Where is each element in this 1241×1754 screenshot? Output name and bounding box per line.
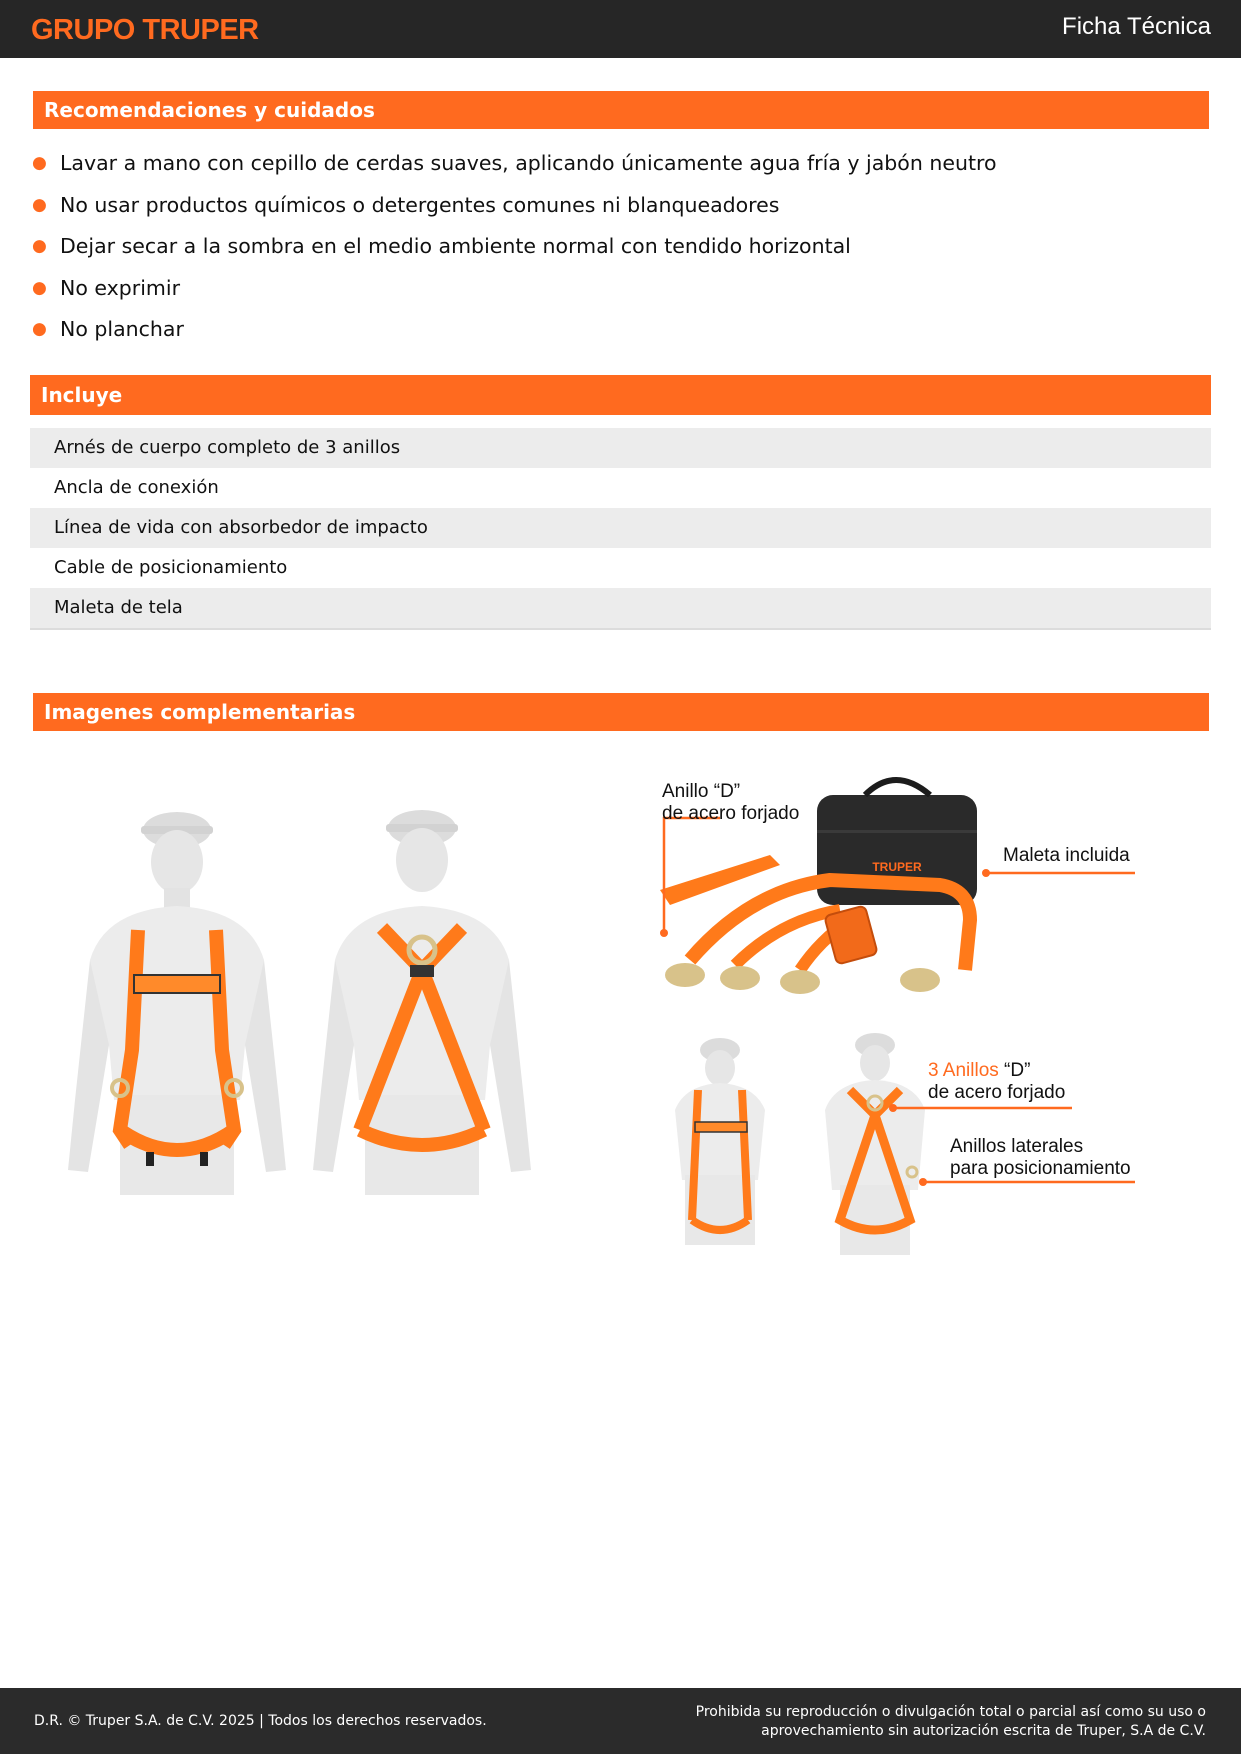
grupo-truper-logo: GRUPO TRUPER (31, 14, 259, 46)
recomendacion-item: ● No usar productos químicos o detergentes comunes ni blanqueadores (32, 185, 1212, 227)
recomendacion-item: ● No exprimir (32, 268, 1212, 310)
incluye-divider (30, 628, 1211, 630)
legal-notice: Prohibida su reproducción o divulgación total o parcial así como su uso o aprovechamiento sin autorización escrita de Truper, S.A de C.V. (695, 1704, 1206, 1739)
accessories-annotated-image (640, 770, 1160, 1270)
incluye-list (30, 428, 1211, 630)
document-type-title: Ficha Técnica (1062, 13, 1211, 40)
recomendacion-item: ● Lavar a mano con cepillo de cerdas suaves, aplicando únicamente agua fría y jabón neutro (32, 143, 1212, 185)
recomendaciones-list (32, 143, 1212, 351)
incluye-item: Maleta de tela (30, 588, 1211, 628)
incluye-item: Ancla de conexión (54, 477, 219, 498)
anillos-laterales-label: Anillos laterales para posicionamiento (950, 1136, 1131, 1179)
harness-front-back-image (50, 800, 550, 1220)
mannequin-front (68, 812, 286, 1195)
incluye-item: Línea de vida con absorbedor de impacto (30, 508, 1211, 548)
recomendacion-item: ● No planchar (32, 309, 1212, 351)
maleta-label: Maleta incluida (1003, 845, 1130, 866)
incluye-item: Arnés de cuerpo completo de 3 anillos (30, 428, 1211, 468)
imagenes-section-header: Imagenes complementarias (33, 693, 1209, 731)
mannequin-back (313, 810, 531, 1195)
tres-anillos-label: 3 Anillos “D” de acero forjado (928, 1060, 1066, 1103)
mannequin-back-small (825, 1033, 925, 1255)
bullet-dot-icon: ● (32, 236, 47, 256)
incluye-item: Cable de posicionamiento (54, 557, 288, 578)
bullet-dot-icon: ● (32, 277, 47, 298)
bullet-dot-icon: ● (32, 194, 47, 215)
incluye-section-header: Incluye (30, 375, 1211, 415)
copyright-text: D.R. © Truper S.A. de C.V. 2025 | Todos los derechos reservados. (34, 1713, 487, 1729)
bullet-dot-icon: ● (32, 153, 47, 173)
anillo-d-label: Anillo “D” de acero forjado (662, 781, 800, 824)
recomendaciones-section-header: Recomendaciones y cuidados (33, 91, 1209, 129)
bag-brand-label: TRUPER (872, 860, 922, 874)
top-header-bar (0, 0, 1241, 58)
bullet-dot-icon: ● (32, 319, 47, 339)
page-footer (0, 1688, 1241, 1754)
mannequin-front-small (675, 1038, 765, 1245)
recomendacion-item: ● Dejar secar a la sombra en el medio ambiente normal con tendido horizontal (32, 226, 1212, 268)
